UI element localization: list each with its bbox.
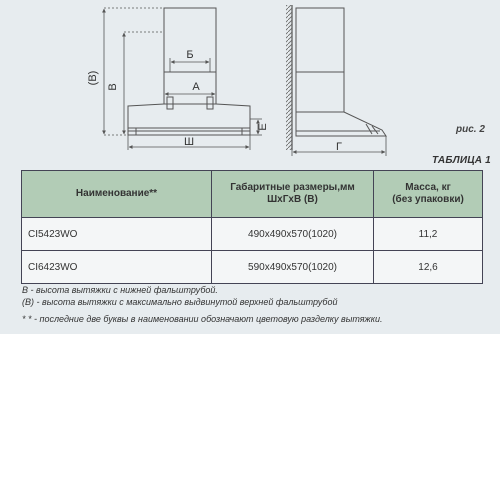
header-mass-line2: (без упаковки)	[392, 194, 464, 205]
dim-label-sh: Ш	[183, 136, 195, 148]
side-view	[286, 5, 386, 150]
header-dimensions-line2: ШхГхВ (В)	[267, 194, 318, 205]
cell-model-name: CI6423WO	[22, 251, 212, 284]
table-caption: ТАБЛИЦА 1	[432, 155, 491, 166]
figure-caption: рис. 2	[456, 124, 485, 135]
table-row	[22, 218, 483, 251]
footnotes	[22, 284, 492, 325]
header-name-label: Наименование**	[75, 188, 158, 199]
footnote-height-extended: (В) - высота вытяжки с максимально выдвинутой верхней фальштрубой	[22, 297, 338, 307]
dim-label-e: Е	[257, 123, 269, 131]
cell-dimensions: 590x490x570(1020)	[212, 251, 374, 284]
hood-body-front	[128, 104, 250, 128]
dim-label-a: А	[192, 81, 200, 93]
header-mass	[374, 171, 483, 218]
cell-model-name: CI5423WO	[22, 218, 212, 251]
dim-label-v-inner: В	[107, 83, 119, 91]
footnote-color-suffix: * * - последние две буквы в наименовании обозначают цветовую разделку вытяжки.	[22, 314, 383, 324]
dim-label-v-outer: (В)	[87, 70, 99, 86]
front-view	[128, 8, 250, 135]
dim-label-b: Б	[186, 49, 194, 61]
chimney-side	[296, 8, 344, 112]
hood-canopy-side	[296, 112, 386, 136]
footnote-height-lower: В - высота вытяжки с нижней фальштрубой.	[22, 285, 218, 295]
table-header-row	[22, 171, 483, 218]
hood-technical-drawing	[0, 0, 500, 165]
table-row	[22, 251, 483, 284]
header-name	[22, 171, 212, 218]
wall-hatch	[286, 5, 292, 150]
dim-label-g: Г	[336, 141, 342, 153]
header-dimensions	[212, 171, 374, 218]
cell-mass: 11,2	[374, 218, 483, 251]
header-mass-line1: Масса, кг	[405, 182, 451, 193]
cell-dimensions: 490x490x570(1020)	[212, 218, 374, 251]
header-dimensions-line1: Габаритные размеры,мм	[230, 182, 355, 193]
specs-table	[21, 170, 483, 284]
cell-mass: 12,6	[374, 251, 483, 284]
